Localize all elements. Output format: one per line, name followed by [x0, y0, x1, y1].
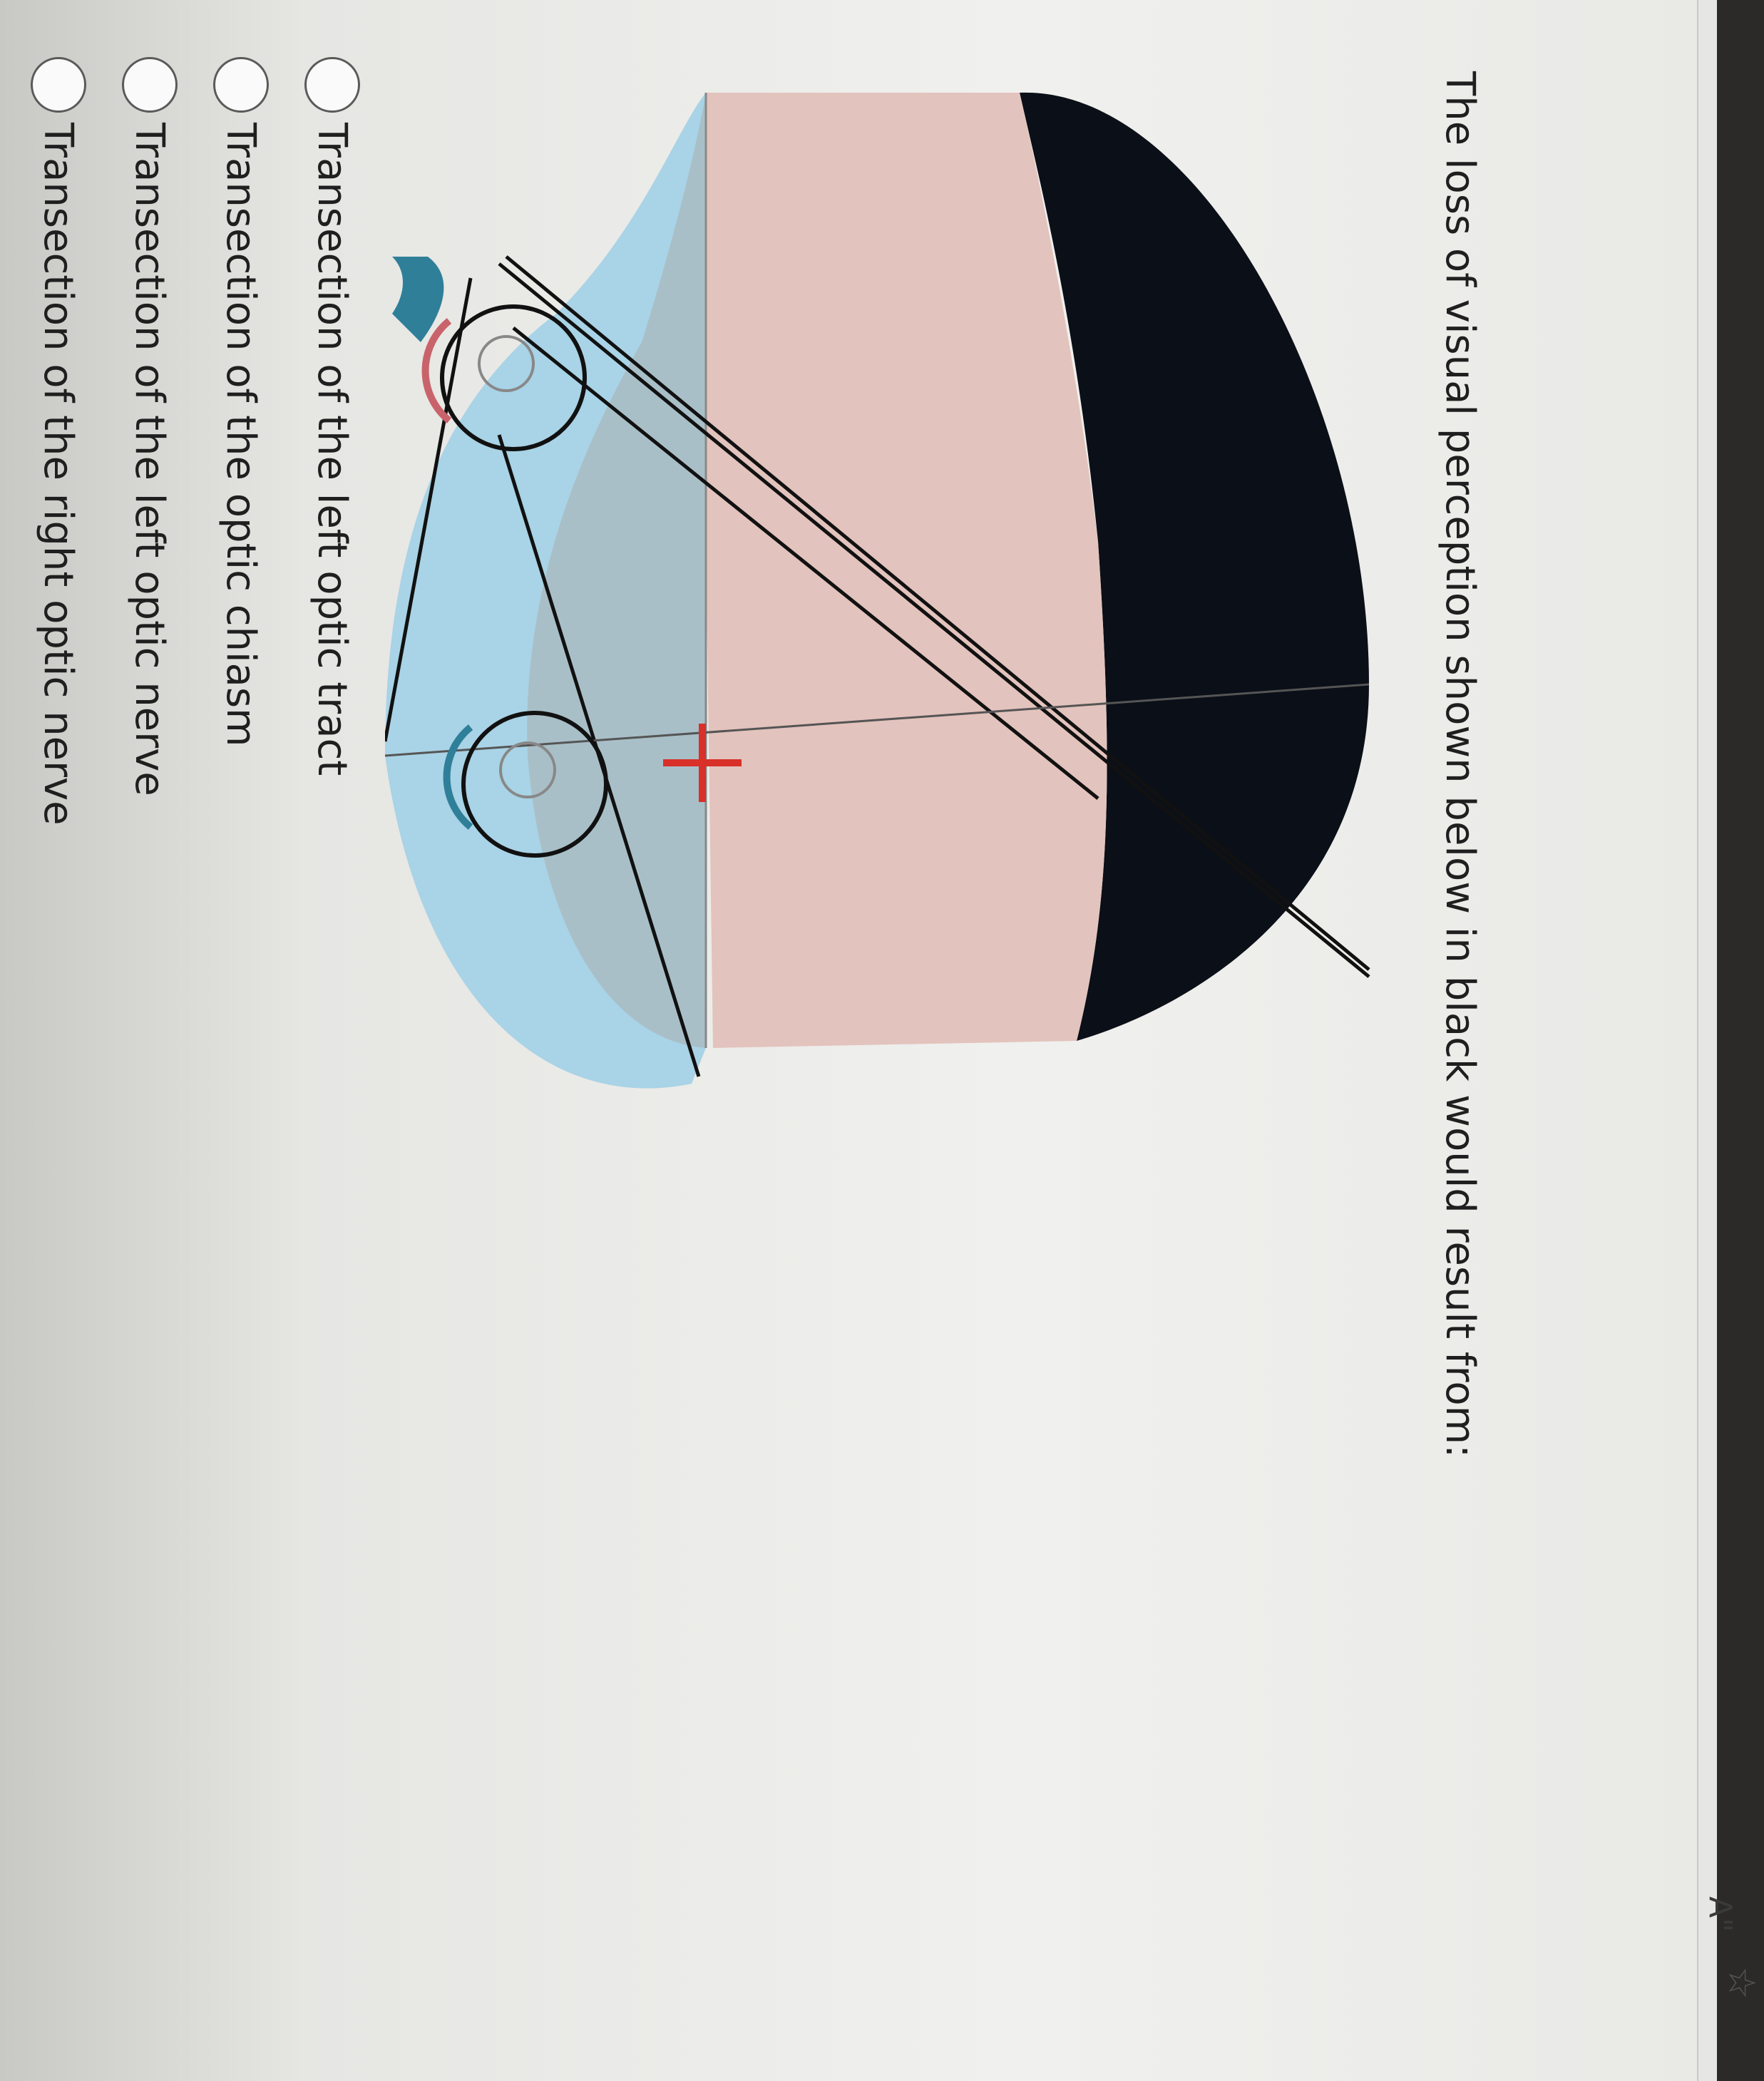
visual-field-diagram: [385, 43, 1412, 1469]
option-label: Transection of the left optic tract: [309, 123, 356, 776]
star-icon[interactable]: ☆: [1720, 1966, 1763, 2000]
option-left-optic-nerve[interactable]: [104, 57, 195, 826]
radio-button[interactable]: [213, 57, 269, 113]
answer-options: [13, 57, 378, 826]
option-label: Transection of the left optic nerve: [126, 123, 173, 796]
option-left-optic-tract[interactable]: [287, 57, 378, 826]
option-optic-chiasm[interactable]: [195, 57, 287, 826]
option-label: Transection of the optic chiasm: [217, 123, 265, 747]
radio-button[interactable]: [31, 57, 86, 113]
radio-button[interactable]: [304, 57, 360, 113]
reader-mode-icon[interactable]: A": [1702, 1896, 1738, 1933]
pink-region: [706, 93, 1107, 1048]
browser-frame: [1717, 0, 1764, 2081]
option-label: Transection of the right optic nerve: [35, 123, 82, 826]
address-bar[interactable]: [1697, 0, 1718, 2081]
question-prompt: The loss of visual perception shown below in black would result from:: [1437, 71, 1483, 1459]
option-right-optic-nerve[interactable]: [13, 57, 104, 826]
radio-button[interactable]: [122, 57, 178, 113]
